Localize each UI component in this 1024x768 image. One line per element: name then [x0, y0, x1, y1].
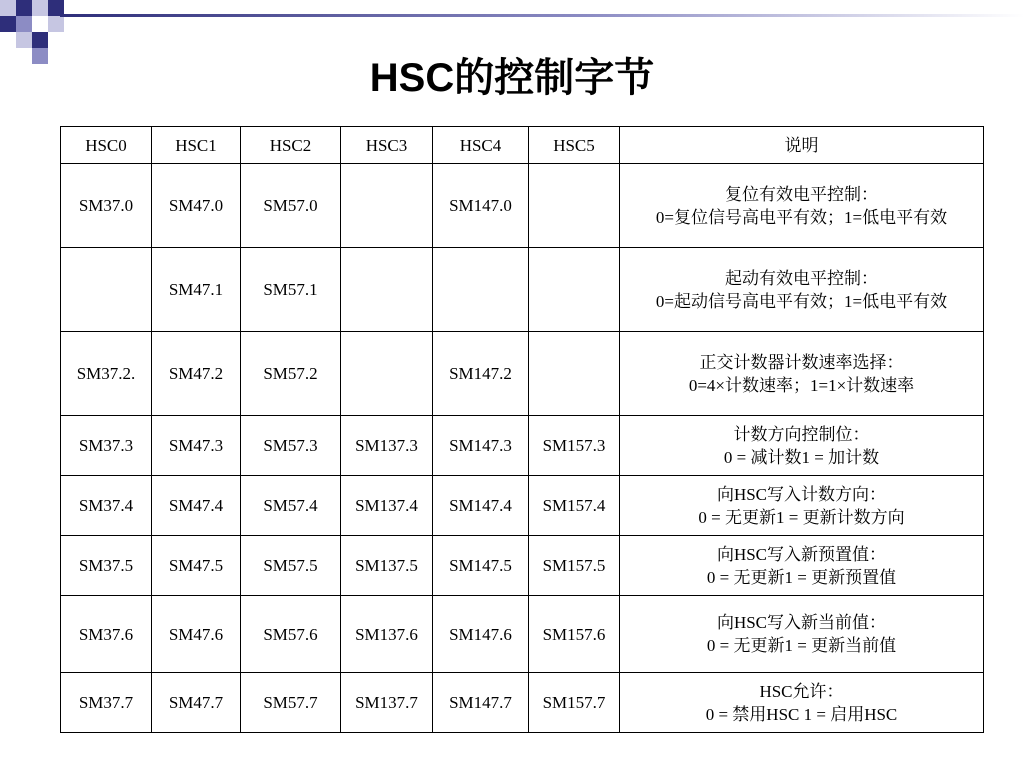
description-cell — [620, 332, 984, 416]
table-cell: SM57.1 — [241, 248, 341, 332]
deco-square — [32, 32, 48, 48]
table-cell: SM37.2. — [61, 332, 152, 416]
table-cell: SM47.7 — [152, 673, 241, 733]
deco-square — [48, 16, 64, 32]
table-header-row — [61, 127, 984, 164]
control-byte-table — [60, 126, 984, 733]
header-hsc4: HSC4 — [433, 127, 529, 164]
table-cell — [529, 248, 620, 332]
description-heading: 计数方向控制位： — [733, 424, 870, 444]
table-cell — [529, 164, 620, 248]
table-cell: SM157.6 — [529, 596, 620, 673]
table-cell: SM57.6 — [241, 596, 341, 673]
table-cell: SM137.5 — [341, 536, 433, 596]
description-cell — [620, 596, 984, 673]
table-cell: SM57.5 — [241, 536, 341, 596]
description-cell — [620, 416, 984, 476]
table-cell: SM157.5 — [529, 536, 620, 596]
table-cell: SM47.6 — [152, 596, 241, 673]
description-heading: HSC允许： — [759, 681, 844, 701]
page-title: HSC的控制字节 — [369, 56, 655, 100]
description-text: 0 = 无更新1 = 更新预置值 — [706, 567, 897, 587]
table-cell — [341, 164, 433, 248]
description-heading: 复位有效电平控制： — [725, 184, 878, 204]
table-row — [61, 164, 984, 248]
header-hsc0: HSC0 — [61, 127, 152, 164]
table-cell: SM147.5 — [433, 536, 529, 596]
description-cell — [620, 536, 984, 596]
table-cell: SM37.0 — [61, 164, 152, 248]
table-cell — [433, 248, 529, 332]
table-cell: SM57.4 — [241, 476, 341, 536]
table-cell — [341, 248, 433, 332]
table-cell: SM147.0 — [433, 164, 529, 248]
deco-square — [0, 16, 16, 32]
description-text: 0=起动信号高电平有效；1=低电平有效 — [655, 291, 948, 311]
table-row — [61, 416, 984, 476]
header-hsc3: HSC3 — [341, 127, 433, 164]
table-row — [61, 536, 984, 596]
description-heading: 正交计数器计数速率选择： — [699, 352, 904, 372]
table-cell: SM57.2 — [241, 332, 341, 416]
table-cell: SM47.3 — [152, 416, 241, 476]
header-hsc1: HSC1 — [152, 127, 241, 164]
table-cell: SM37.5 — [61, 536, 152, 596]
table-cell — [61, 248, 152, 332]
table-cell: SM147.6 — [433, 596, 529, 673]
description-heading: 向HSC写入新预置值： — [716, 544, 887, 564]
table-cell — [341, 332, 433, 416]
table-cell: SM137.7 — [341, 673, 433, 733]
description-text: 0 = 无更新1 = 更新当前值 — [706, 636, 897, 655]
table-cell: SM157.7 — [529, 673, 620, 733]
description-text: 0 = 无更新1 = 更新计数方向 — [698, 507, 905, 527]
description-heading: 向HSC写入新当前值： — [716, 613, 887, 632]
deco-square — [16, 0, 32, 16]
table-cell: SM147.7 — [433, 673, 529, 733]
table-row — [61, 248, 984, 332]
title-rule — [60, 14, 1024, 17]
table-cell: SM147.4 — [433, 476, 529, 536]
table-cell: SM147.3 — [433, 416, 529, 476]
header-hsc2: HSC2 — [241, 127, 341, 164]
table-cell: SM137.3 — [341, 416, 433, 476]
deco-square — [16, 32, 32, 48]
description-text: 0 = 减计数1 = 加计数 — [723, 447, 880, 467]
description-cell — [620, 476, 984, 536]
table-row — [61, 476, 984, 536]
table-cell: SM37.6 — [61, 596, 152, 673]
description-cell — [620, 248, 984, 332]
table-cell: SM37.3 — [61, 416, 152, 476]
table-cell: SM37.4 — [61, 476, 152, 536]
table-cell: SM47.1 — [152, 248, 241, 332]
description-text: 0=4×计数速率；1=1×计数速率 — [688, 375, 915, 395]
table-cell: SM57.0 — [241, 164, 341, 248]
deco-square — [32, 0, 48, 16]
table-cell: SM47.5 — [152, 536, 241, 596]
table-cell: SM37.7 — [61, 673, 152, 733]
table-cell: SM137.4 — [341, 476, 433, 536]
table-cell: SM57.7 — [241, 673, 341, 733]
description-text: 0=复位信号高电平有效；1=低电平有效 — [655, 207, 948, 227]
header-description: 说明 — [620, 127, 984, 164]
table-cell: SM47.4 — [152, 476, 241, 536]
description-cell — [620, 164, 984, 248]
table-row — [61, 596, 984, 673]
table-row — [61, 673, 984, 733]
header-hsc5: HSC5 — [529, 127, 620, 164]
table-cell — [529, 332, 620, 416]
deco-square — [0, 0, 16, 16]
description-heading: 起动有效电平控制： — [725, 268, 878, 288]
table-cell: SM147.2 — [433, 332, 529, 416]
description-text: 0 = 禁用HSC 1 = 启用HSC — [705, 704, 898, 724]
table-cell: SM137.6 — [341, 596, 433, 673]
table-cell: SM157.3 — [529, 416, 620, 476]
table-cell: SM57.3 — [241, 416, 341, 476]
table-cell: SM157.4 — [529, 476, 620, 536]
description-heading: 向HSC写入计数方向： — [716, 484, 887, 504]
table-row — [61, 332, 984, 416]
table-cell: SM47.2 — [152, 332, 241, 416]
table-cell: SM47.0 — [152, 164, 241, 248]
deco-square — [16, 16, 32, 32]
description-cell — [620, 673, 984, 733]
